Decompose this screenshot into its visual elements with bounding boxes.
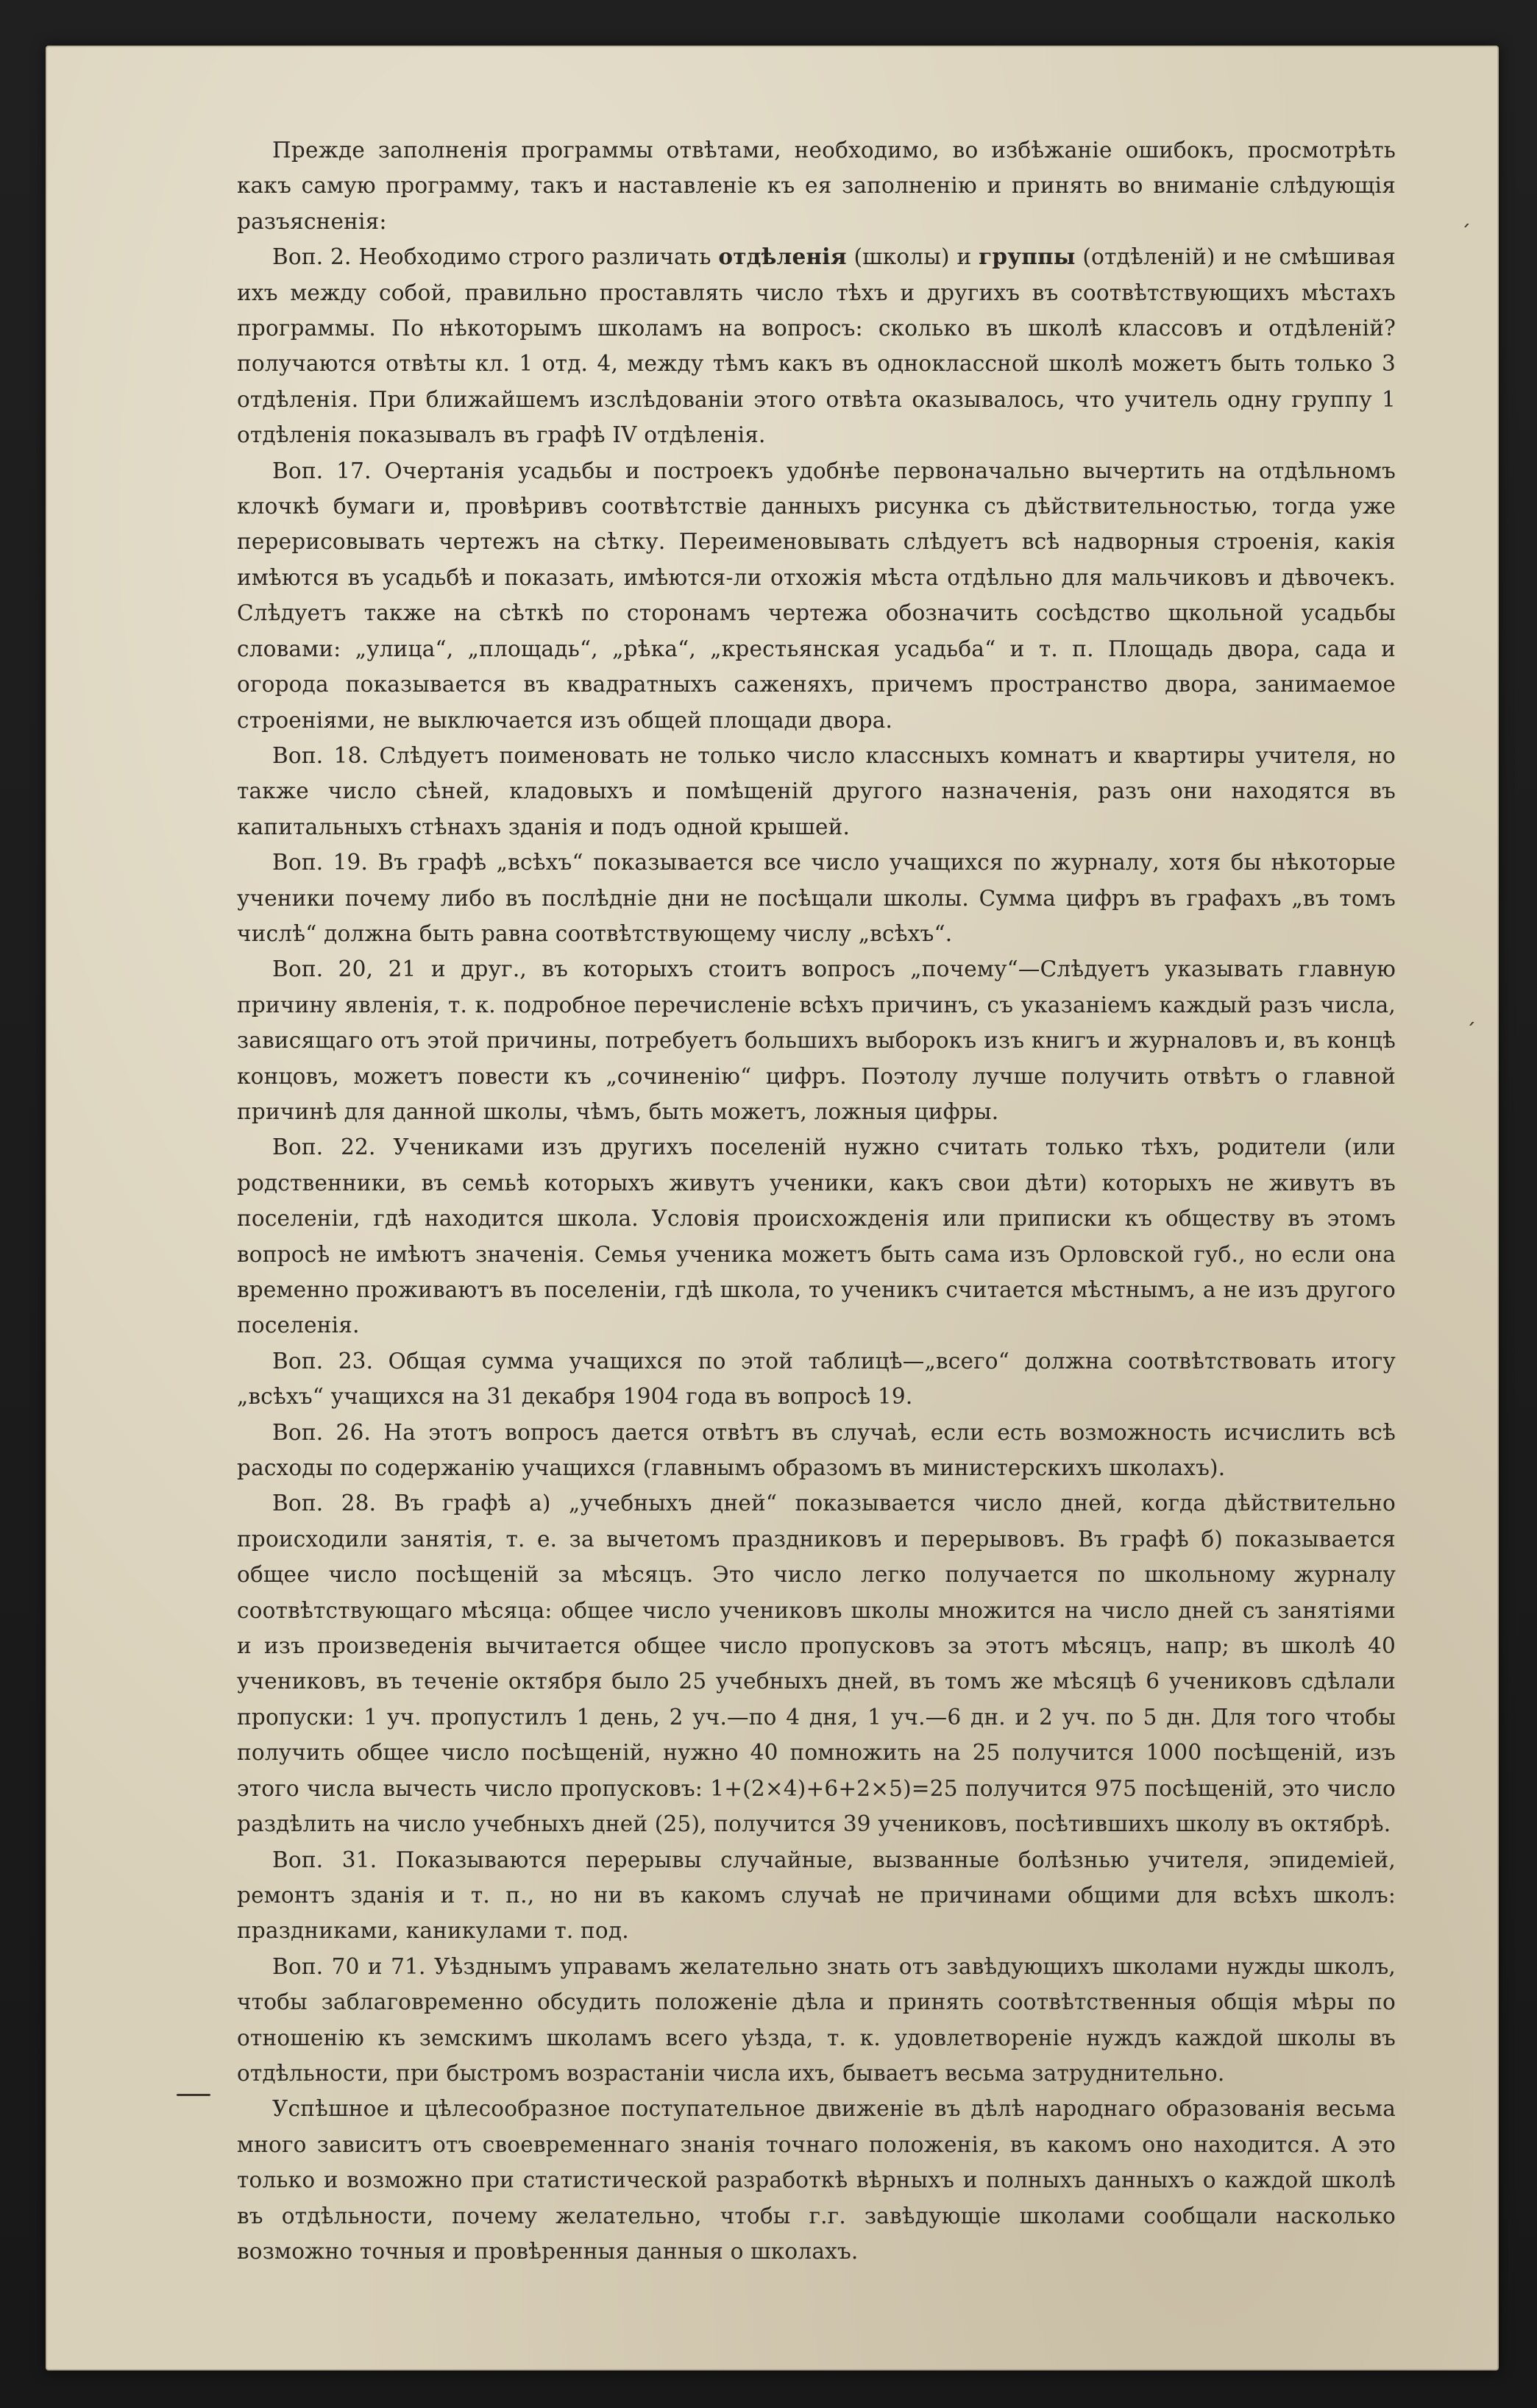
question-31-text: Воп. 31. Показываются перерывы случайные, вызванные болѣзнью учителя, эпидеміей, ремонтъ зданія и т. п., но ни въ какомъ случаѣ не причинами общими для всѣхъ школъ: праздниками, каникулами т. под.: [237, 1847, 1396, 1944]
intro-paragraph: [237, 132, 1396, 239]
question-18-text: Воп. 18. Слѣдуетъ поименовать не только число классныхъ комнатъ и квартиры учителя, но также число сѣней, кладовыхъ и помѣщеній другого назначенія, разъ они находятся въ капитальныхъ стѣнахъ зданія и подъ одной крышей.: [237, 742, 1396, 839]
question-31-paragraph: [237, 1842, 1396, 1949]
question-17-text: Воп. 17. Очертанія усадьбы и построекъ удобнѣе первоначально вычертить на отдѣльномъ клочкѣ бумаги и, провѣривъ соотвѣтствіе данныхъ рисунка съ дѣйствительностью, тогда уже перерисовывать чертежъ на сѣтку. Переименовывать слѣдуетъ всѣ надворныя строенія, какія имѣются въ усадьбѣ и показать, имѣются-ли отхожія мѣста отдѣльно для мальчиковъ и дѣвочекъ. Слѣдуетъ также на сѣткѣ по сторонамъ чертежа обозначить сосѣдство щкольной усадьбы словами: „улица“, „площадь“, „рѣка“, „крестьянская усадьба“ и т. п. Площадь двора, сада и огорода показывается въ квадратныхъ саженяхъ, причемъ пространство двора, занимаемое строеніями, не выключается изъ общей площади двора.: [237, 458, 1396, 733]
question-2-text-start: Воп. 2. Необходимо строго различать: [272, 244, 719, 270]
question-26-text: Воп. 26. На этотъ вопросъ дается отвѣтъ въ случаѣ, если есть возможность исчислить всѣ расходы по содержанію учащихся (главнымъ образомъ въ министерскихъ школахъ).: [237, 1419, 1396, 1481]
question-19-paragraph: [237, 845, 1396, 951]
question-20-21-text: Воп. 20, 21 и друг., въ которыхъ стоитъ вопросъ „почему“—Слѣдуетъ указывать главную причину явленія, т. к. подробное перечисленіе всѣхъ причинъ, съ указаніемъ каждый разъ числа, зависящаго отъ этой причины, потребуетъ большихъ выборокъ изъ книгъ и журналовъ и, въ концѣ концовъ, можетъ повести къ „сочиненію“ цифръ. Поэтолу лучше получить отвѣтъ о главной причинѣ для данной школы, чѣмъ, быть можетъ, ложныя цифры.: [237, 956, 1396, 1124]
question-22-text: Воп. 22. Учениками изъ другихъ поселеній нужно считать только тѣхъ, родители (или родственники, въ семьѣ которыхъ живутъ ученики, какъ свои дѣти) которыхъ не живутъ въ поселеніи, гдѣ находится школа. Условія происхожденія или приписки къ обществу въ этомъ вопросѣ не имѣютъ значенія. Семья ученика можетъ быть сама изъ Орловской губ., но если она временно проживаютъ въ поселеніи, гдѣ школа, то ученикъ считается мѣстнымъ, а не изъ другого поселенія.: [237, 1134, 1396, 1338]
term-gruppy: группы: [979, 244, 1076, 270]
question-70-71-text: Воп. 70 и 71. Уѣзднымъ управамъ желательно знать отъ завѣдующихъ школами нужды школъ, чтобы заблаговременно обсудить положеніе дѣла и принять соотвѣтственныя общія мѣры по отношенію къ земскимъ школамъ всего уѣзда, т. к. удовлетвореніе нуждъ каждой школы въ отдѣльности, при быстромъ возрастаніи числа ихъ, бываетъ весьма затруднительно.: [237, 1953, 1396, 2086]
question-26-paragraph: [237, 1415, 1396, 1486]
margin-dash-mark: [177, 2094, 210, 2096]
question-28-paragraph: [237, 1485, 1396, 1841]
term-otdeleniya: отдѣленія: [718, 244, 847, 270]
document-body: [237, 132, 1396, 2269]
question-20-21-paragraph: [237, 951, 1396, 1129]
question-2-text-end: (отдѣленій) и не смѣшивая ихъ между собой, правильно проставлять число тѣхъ и другихъ въ соотвѣтствующихъ мѣстахъ программы. По нѣкоторымъ школамъ на вопросъ: сколько въ школѣ классовъ и отдѣленій? получаются отвѣты кл. 1 отд. 4, между тѣмъ какъ въ одноклассной школѣ можетъ быть только 3 отдѣленія. При ближайшемъ изслѣдованіи этого отвѣта оказывалось, что учитель одну группу 1 отдѣленія показывалъ въ графѣ IV отдѣленія.: [237, 244, 1396, 448]
question-23-paragraph: [237, 1343, 1396, 1415]
question-22-paragraph: [237, 1129, 1396, 1343]
question-70-71-paragraph: [237, 1949, 1396, 2092]
question-17-paragraph: [237, 453, 1396, 738]
question-18-paragraph: [237, 738, 1396, 845]
question-2-paragraph: [237, 239, 1396, 452]
question-28-text: Воп. 28. Въ графѣ а) „учебныхъ дней“ показывается число дней, когда дѣйствительно происходили занятія, т. е. за вычетомъ праздниковъ и перерывовъ. Въ графѣ б) показывается общее число посѣщеній за мѣсяцъ. Это число легко получается по школьному журналу соотвѣтствующаго мѣсяца: общее число учениковъ школы множится на число дней съ занятіями и изъ произведенія вычитается общее число пропусковъ за этотъ мѣсяцъ, напр; въ школѣ 40 учениковъ, въ теченіе октября было 25 учебныхъ дней, въ томъ же мѣсяцѣ 6 учениковъ сдѣлали пропуски: 1 уч. пропустилъ 1 день, 2 уч.—по 4 дня, 1 уч.—6 дн. и 2 уч. по 5 дн. Для того чтобы получить общее число посѣщеній, нужно 40 помножить на 25 получится 1000 посѣщеній, изъ этого числа вычесть число пропусковъ: 1+(2×4)+6+2×5)=25 получится 975 посѣщеній, это число раздѣлить на число учебныхъ дней (25), получится 39 учениковъ, посѣтившихъ школу въ октябрѣ.: [237, 1491, 1396, 1837]
question-23-text: Воп. 23. Общая сумма учащихся по этой таблицѣ—„всего“ должна соотвѣтствовать итогу „всѣхъ“ учащихся на 31 декабря 1904 года въ вопросѣ 19.: [237, 1348, 1396, 1410]
closing-text: Успѣшное и цѣлесообразное поступательное движеніе въ дѣлѣ народнаго образованія весьма много зависитъ отъ своевременнаго знанія точнаго положенія, въ какомъ оно находится. А это только и возможно при статистической разработкѣ вѣрныхъ и полныхъ данныхъ о каждой школѣ въ отдѣльности, почему желательно, чтобы г.г. завѣдующіе школами сообщали насколько возможно точныя и провѣренныя данныя о школахъ.: [237, 2096, 1396, 2264]
question-2-text-mid: (школы) и: [846, 244, 979, 270]
margin-mark-top: ˊ: [1460, 221, 1471, 245]
intro-text: Прежде заполненія программы отвѣтами, необходимо, во избѣжаніе ошибокъ, просмотрѣть какъ самую программу, такъ и наставленіе къ ея заполненію и принять во вниманіе слѣдующія разъясненія:: [237, 138, 1396, 234]
margin-mark-middle: ˊ: [1466, 1019, 1476, 1043]
closing-paragraph: [237, 2091, 1396, 2269]
question-19-text: Воп. 19. Въ графѣ „всѣхъ“ показывается все число учащихся по журналу, хотя бы нѣкоторые ученики почему либо въ послѣдніе дни не посѣщали школы. Сумма цифръ въ графахъ „въ томъ числѣ“ должна быть равна соотвѣтствующему числу „всѣхъ“.: [237, 850, 1396, 946]
